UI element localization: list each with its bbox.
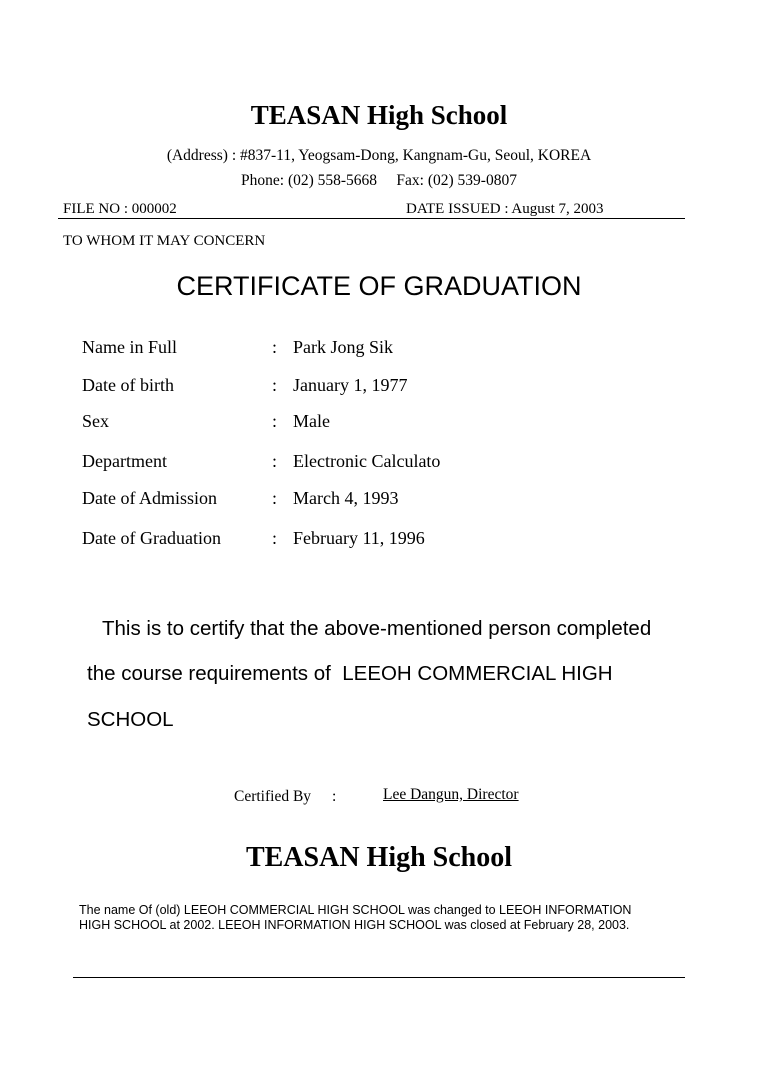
footer-note-line: HIGH SCHOOL at 2002. LEEOH INFORMATION HIGH SCHOOL was closed at February 28, 2003.	[79, 918, 630, 932]
field-value: January 1, 1977	[293, 375, 408, 395]
certify-statement-line: SCHOOL	[87, 708, 174, 731]
school-title: TEASAN High School	[250, 100, 508, 130]
header-divider	[58, 218, 685, 219]
date-issued: DATE ISSUED : August 7, 2003	[406, 201, 604, 217]
certifier-name: Lee Dangun, Director	[383, 786, 519, 803]
salutation: TO WHOM IT MAY CONCERN	[63, 233, 266, 249]
school-address: (Address) : #837-11, Yeogsam-Dong, Kangnam-Gu, Seoul, KOREA	[166, 147, 592, 164]
field-colon: :	[272, 411, 278, 431]
field-colon: :	[272, 451, 278, 471]
field-colon: :	[272, 375, 278, 395]
field-colon: :	[272, 528, 278, 548]
field-value: Electronic Calculato	[293, 451, 441, 471]
field-label: Date of Graduation	[82, 528, 221, 548]
footer-school-title: TEASAN High School	[245, 842, 513, 873]
certify-statement-line: the course requirements of LEEOH COMMERCIAL HIGH	[87, 662, 613, 685]
certificate-title: CERTIFICATE OF GRADUATION	[176, 271, 582, 301]
certify-statement-line: This is to certify that the above-mentioned person completed	[102, 617, 652, 640]
field-value: Park Jong Sik	[293, 337, 394, 357]
footer-note-line: The name Of (old) LEEOH COMMERCIAL HIGH SCHOOL was changed to LEEOH INFORMATION	[79, 903, 632, 917]
file-number: FILE NO : 000002	[63, 201, 177, 217]
field-value: March 4, 1993	[293, 488, 399, 508]
field-colon: :	[272, 488, 278, 508]
field-value: Male	[293, 411, 330, 431]
certified-by-colon: :	[332, 788, 337, 805]
school-phone-fax: Phone: (02) 558-5668 Fax: (02) 539-0807	[241, 172, 517, 189]
certified-by-label: Certified By	[234, 788, 312, 805]
footer-divider	[73, 977, 685, 978]
field-label: Date of Admission	[82, 488, 217, 508]
footer-note	[79, 903, 631, 933]
field-label: Date of birth	[82, 375, 174, 395]
field-colon: :	[272, 337, 278, 357]
field-value: February 11, 1996	[293, 528, 425, 548]
field-label: Department	[82, 451, 167, 471]
field-label: Sex	[82, 411, 109, 431]
field-label: Name in Full	[82, 337, 177, 357]
